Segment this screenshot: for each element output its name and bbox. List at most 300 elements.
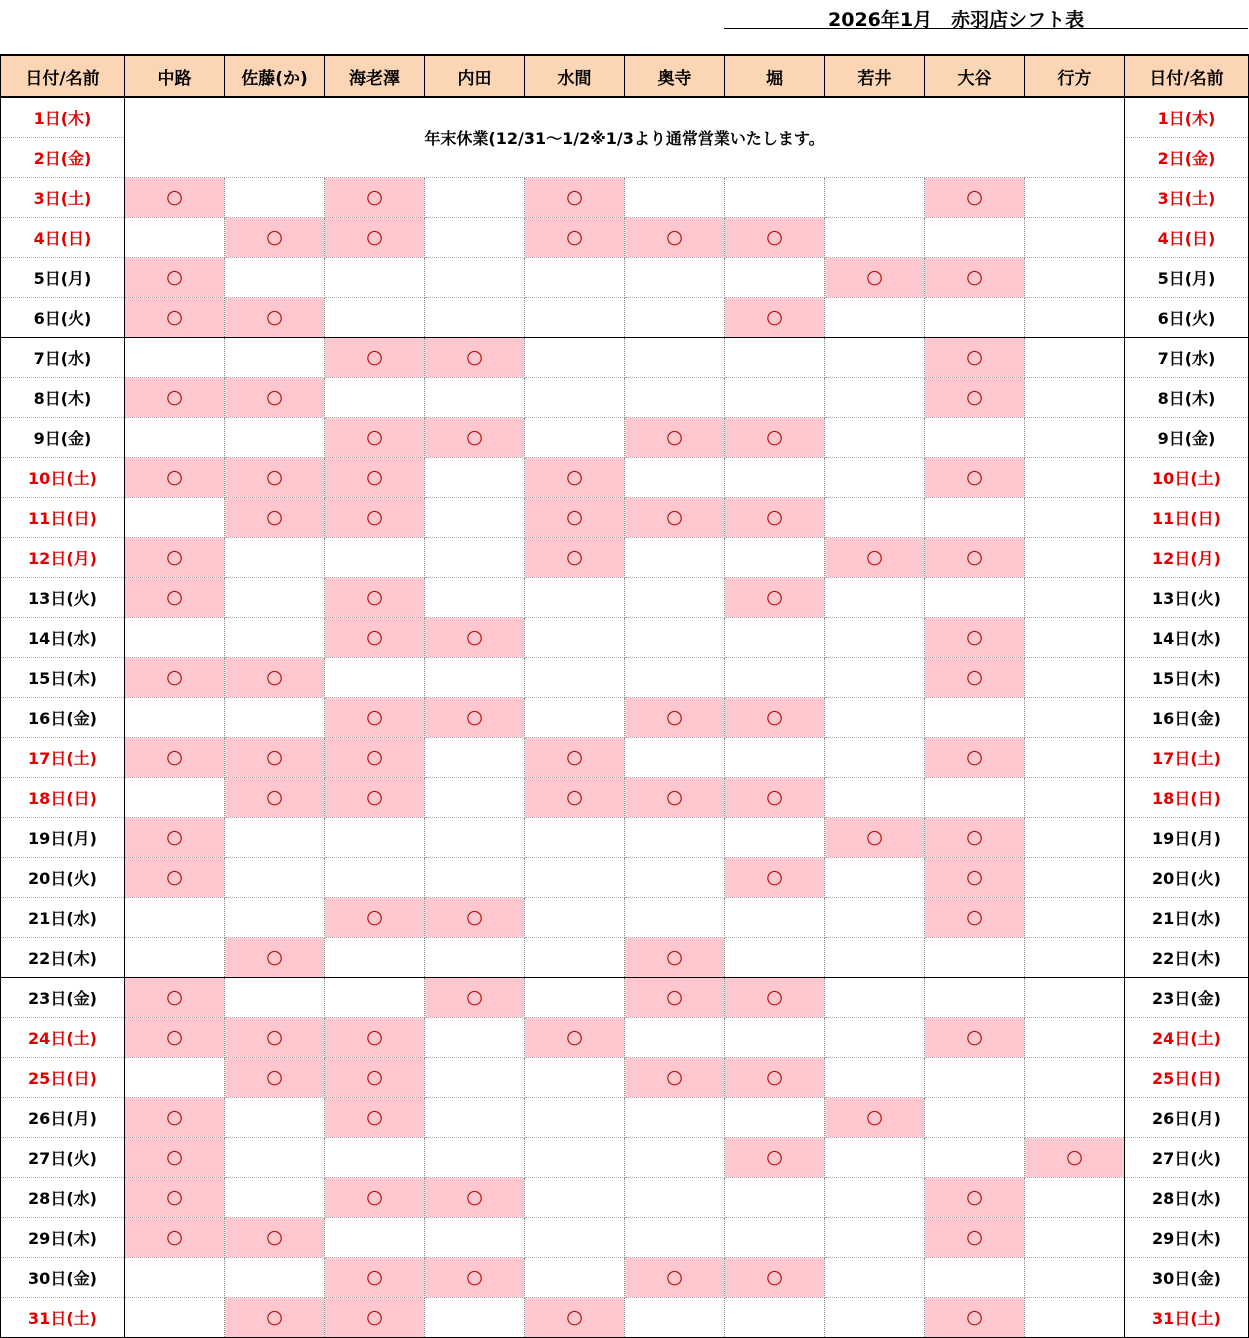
shift-cell xyxy=(825,1017,925,1057)
shift-cell xyxy=(1025,177,1125,217)
header-staff: 堀 xyxy=(725,55,825,97)
shift-cell xyxy=(325,217,425,257)
row-date-right: 11日(日) xyxy=(1125,497,1249,537)
shift-mark: ○ xyxy=(166,1226,183,1248)
shift-mark: ○ xyxy=(166,1106,183,1128)
table-row xyxy=(1,737,1249,777)
shift-cell xyxy=(625,1217,725,1257)
row-date-left: 1日(木) xyxy=(1,97,125,137)
shift-mark: ○ xyxy=(466,1266,483,1288)
shift-mark: ○ xyxy=(866,266,883,288)
shift-cell xyxy=(825,457,925,497)
shift-cell xyxy=(625,857,725,897)
shift-cell xyxy=(325,377,425,417)
shift-cell xyxy=(425,217,525,257)
header-date-right: 日付/名前 xyxy=(1125,55,1249,97)
shift-mark: ○ xyxy=(266,666,283,688)
row-date-left: 28日(水) xyxy=(1,1177,125,1217)
row-date-right: 7日(水) xyxy=(1125,337,1249,377)
shift-cell xyxy=(725,537,825,577)
shift-cell xyxy=(125,857,225,897)
row-date-right: 2日(金) xyxy=(1125,137,1249,177)
row-date-right: 3日(土) xyxy=(1125,177,1249,217)
shift-cell xyxy=(625,457,725,497)
shift-mark: ○ xyxy=(966,1186,983,1208)
shift-cell xyxy=(225,457,325,497)
shift-cell xyxy=(725,217,825,257)
header-staff: 中路 xyxy=(125,55,225,97)
shift-cell xyxy=(625,1257,725,1297)
shift-cell xyxy=(525,257,625,297)
shift-cell xyxy=(225,1137,325,1177)
table-row xyxy=(1,1137,1249,1177)
shift-cell xyxy=(125,777,225,817)
shift-cell xyxy=(125,537,225,577)
shift-cell xyxy=(625,937,725,977)
shift-cell xyxy=(625,1297,725,1337)
shift-cell xyxy=(625,497,725,537)
shift-cell xyxy=(825,617,925,657)
shift-cell xyxy=(325,1017,425,1057)
row-date-right: 22日(木) xyxy=(1125,937,1249,977)
shift-mark: ○ xyxy=(666,506,683,528)
shift-cell xyxy=(125,737,225,777)
shift-cell xyxy=(1025,1137,1125,1177)
shift-cell xyxy=(225,857,325,897)
shift-mark: ○ xyxy=(666,986,683,1008)
shift-mark: ○ xyxy=(266,506,283,528)
holiday-notice: 年末休業(12/31～1/2※1/3より通常営業いたします。 xyxy=(125,97,1125,177)
shift-cell xyxy=(525,177,625,217)
shift-cell xyxy=(725,937,825,977)
shift-cell xyxy=(325,817,425,857)
shift-mark: ○ xyxy=(766,786,783,808)
shift-cell xyxy=(825,1217,925,1257)
row-date-left: 8日(木) xyxy=(1,377,125,417)
shift-mark: ○ xyxy=(266,746,283,768)
shift-cell xyxy=(725,857,825,897)
row-date-left: 12日(月) xyxy=(1,537,125,577)
shift-cell xyxy=(525,617,625,657)
shift-cell xyxy=(725,177,825,217)
shift-mark: ○ xyxy=(366,506,383,528)
row-date-left: 15日(木) xyxy=(1,657,125,697)
shift-cell xyxy=(425,1257,525,1297)
shift-cell xyxy=(625,777,725,817)
shift-cell xyxy=(425,617,525,657)
row-date-right: 29日(木) xyxy=(1125,1217,1249,1257)
shift-mark: ○ xyxy=(966,1226,983,1248)
shift-cell xyxy=(125,977,225,1017)
shift-cell xyxy=(1025,977,1125,1017)
shift-cell xyxy=(925,1297,1025,1337)
shift-mark: ○ xyxy=(166,866,183,888)
shift-cell xyxy=(325,1057,425,1097)
shift-mark: ○ xyxy=(366,1306,383,1328)
shift-cell xyxy=(325,337,425,377)
shift-mark: ○ xyxy=(366,346,383,368)
row-date-right: 8日(木) xyxy=(1125,377,1249,417)
shift-cell xyxy=(825,697,925,737)
shift-cell xyxy=(225,1057,325,1097)
shift-cell xyxy=(425,697,525,737)
table-row xyxy=(1,577,1249,617)
table-row xyxy=(1,337,1249,377)
row-date-left: 22日(木) xyxy=(1,937,125,977)
shift-cell xyxy=(525,1137,625,1177)
shift-cell xyxy=(725,1057,825,1097)
shift-cell xyxy=(925,657,1025,697)
shift-cell xyxy=(825,817,925,857)
shift-mark: ○ xyxy=(766,306,783,328)
row-date-left: 10日(土) xyxy=(1,457,125,497)
shift-cell xyxy=(925,537,1025,577)
row-date-left: 29日(木) xyxy=(1,1217,125,1257)
shift-cell xyxy=(1025,657,1125,697)
shift-cell xyxy=(825,657,925,697)
shift-mark: ○ xyxy=(966,346,983,368)
shift-cell xyxy=(525,1097,625,1137)
row-date-right: 26日(月) xyxy=(1125,1097,1249,1137)
shift-mark: ○ xyxy=(566,546,583,568)
row-date-left: 13日(火) xyxy=(1,577,125,617)
row-date-right: 28日(水) xyxy=(1125,1177,1249,1217)
shift-cell xyxy=(625,1097,725,1137)
shift-cell xyxy=(325,697,425,737)
shift-mark: ○ xyxy=(266,1306,283,1328)
shift-cell xyxy=(625,177,725,217)
shift-cell xyxy=(425,577,525,617)
shift-cell xyxy=(1025,257,1125,297)
shift-cell xyxy=(225,1017,325,1057)
shift-cell xyxy=(1025,337,1125,377)
shift-cell xyxy=(625,697,725,737)
shift-cell xyxy=(125,497,225,537)
shift-cell xyxy=(525,857,625,897)
shift-cell xyxy=(425,377,525,417)
shift-cell xyxy=(725,1097,825,1137)
row-date-left: 23日(金) xyxy=(1,977,125,1017)
shift-cell xyxy=(1025,617,1125,657)
shift-cell xyxy=(325,1217,425,1257)
shift-cell xyxy=(125,1177,225,1217)
row-date-right: 10日(土) xyxy=(1125,457,1249,497)
shift-cell xyxy=(125,377,225,417)
shift-cell xyxy=(1025,857,1125,897)
shift-cell xyxy=(325,617,425,657)
shift-cell xyxy=(825,577,925,617)
shift-cell xyxy=(925,617,1025,657)
row-date-right: 12日(月) xyxy=(1125,537,1249,577)
shift-cell xyxy=(725,697,825,737)
shift-cell xyxy=(925,817,1025,857)
shift-mark: ○ xyxy=(966,266,983,288)
shift-cell xyxy=(225,897,325,937)
table-row xyxy=(1,617,1249,657)
table-row xyxy=(1,217,1249,257)
table-row xyxy=(1,1177,1249,1217)
shift-cell xyxy=(925,297,1025,337)
shift-cell xyxy=(225,657,325,697)
shift-cell xyxy=(725,457,825,497)
table-row xyxy=(1,697,1249,737)
shift-cell xyxy=(525,457,625,497)
row-date-right: 9日(金) xyxy=(1125,417,1249,457)
shift-cell xyxy=(425,257,525,297)
shift-mark: ○ xyxy=(966,906,983,928)
shift-mark: ○ xyxy=(566,186,583,208)
shift-cell xyxy=(525,897,625,937)
shift-cell xyxy=(925,337,1025,377)
shift-cell xyxy=(125,1137,225,1177)
shift-cell xyxy=(225,817,325,857)
row-date-right: 23日(金) xyxy=(1125,977,1249,1017)
shift-cell xyxy=(325,1097,425,1137)
shift-cell xyxy=(525,1297,625,1337)
table-row xyxy=(1,297,1249,337)
shift-mark: ○ xyxy=(766,226,783,248)
row-date-left: 14日(水) xyxy=(1,617,125,657)
shift-cell xyxy=(825,1297,925,1337)
shift-cell xyxy=(725,1257,825,1297)
shift-cell xyxy=(1025,1097,1125,1137)
shift-mark: ○ xyxy=(966,746,983,768)
row-date-right: 17日(土) xyxy=(1125,737,1249,777)
shift-mark: ○ xyxy=(666,226,683,248)
shift-table xyxy=(0,54,1249,1338)
shift-mark: ○ xyxy=(166,1026,183,1048)
shift-mark: ○ xyxy=(766,506,783,528)
shift-cell xyxy=(925,857,1025,897)
shift-cell xyxy=(1025,737,1125,777)
shift-cell xyxy=(1025,377,1125,417)
shift-mark: ○ xyxy=(966,1026,983,1048)
shift-cell xyxy=(125,657,225,697)
table-row xyxy=(1,257,1249,297)
row-date-left: 16日(金) xyxy=(1,697,125,737)
row-date-right: 5日(月) xyxy=(1125,257,1249,297)
table-row xyxy=(1,377,1249,417)
shift-cell xyxy=(325,897,425,937)
shift-cell xyxy=(625,257,725,297)
shift-cell xyxy=(825,737,925,777)
shift-cell xyxy=(225,257,325,297)
row-date-right: 31日(土) xyxy=(1125,1297,1249,1337)
shift-cell xyxy=(425,1217,525,1257)
shift-cell xyxy=(525,1057,625,1097)
shift-mark: ○ xyxy=(266,946,283,968)
shift-mark: ○ xyxy=(266,466,283,488)
shift-mark: ○ xyxy=(166,586,183,608)
shift-cell xyxy=(325,937,425,977)
shift-cell xyxy=(225,297,325,337)
shift-cell xyxy=(925,1137,1025,1177)
shift-mark: ○ xyxy=(266,1066,283,1088)
header-staff: 内田 xyxy=(425,55,525,97)
row-date-right: 19日(月) xyxy=(1125,817,1249,857)
shift-mark: ○ xyxy=(566,786,583,808)
shift-cell xyxy=(925,1097,1025,1137)
shift-mark: ○ xyxy=(466,1186,483,1208)
shift-mark: ○ xyxy=(166,386,183,408)
table-row xyxy=(1,457,1249,497)
shift-mark: ○ xyxy=(966,866,983,888)
shift-mark: ○ xyxy=(266,1226,283,1248)
table-row xyxy=(1,177,1249,217)
shift-cell xyxy=(325,497,425,537)
shift-cell xyxy=(525,497,625,537)
shift-cell xyxy=(1025,1057,1125,1097)
shift-mark: ○ xyxy=(566,1306,583,1328)
shift-cell xyxy=(725,897,825,937)
shift-mark: ○ xyxy=(966,386,983,408)
row-date-right: 14日(水) xyxy=(1125,617,1249,657)
shift-cell xyxy=(725,497,825,537)
shift-cell xyxy=(125,457,225,497)
shift-cell xyxy=(125,1297,225,1337)
table-row xyxy=(1,977,1249,1017)
shift-cell xyxy=(425,1057,525,1097)
shift-mark: ○ xyxy=(366,1266,383,1288)
shift-cell xyxy=(1025,297,1125,337)
shift-cell xyxy=(725,657,825,697)
shift-cell xyxy=(825,217,925,257)
row-date-left: 26日(月) xyxy=(1,1097,125,1137)
row-date-right: 20日(火) xyxy=(1125,857,1249,897)
row-date-right: 16日(金) xyxy=(1125,697,1249,737)
table-row xyxy=(1,1257,1249,1297)
row-date-right: 27日(火) xyxy=(1125,1137,1249,1177)
shift-cell xyxy=(225,737,325,777)
shift-mark: ○ xyxy=(866,546,883,568)
shift-mark: ○ xyxy=(366,426,383,448)
shift-cell xyxy=(625,1017,725,1057)
shift-cell xyxy=(1025,417,1125,457)
shift-mark: ○ xyxy=(466,906,483,928)
table-row xyxy=(1,777,1249,817)
shift-cell xyxy=(325,1177,425,1217)
shift-cell xyxy=(925,217,1025,257)
shift-cell xyxy=(725,1217,825,1257)
shift-cell xyxy=(525,217,625,257)
shift-cell xyxy=(1025,777,1125,817)
row-date-right: 18日(日) xyxy=(1125,777,1249,817)
shift-cell xyxy=(125,1257,225,1297)
shift-mark: ○ xyxy=(166,306,183,328)
shift-cell xyxy=(1025,897,1125,937)
row-date-right: 15日(木) xyxy=(1125,657,1249,697)
shift-mark: ○ xyxy=(766,586,783,608)
shift-cell xyxy=(425,417,525,457)
table-row xyxy=(1,1057,1249,1097)
shift-cell xyxy=(825,417,925,457)
shift-cell xyxy=(925,777,1025,817)
shift-cell xyxy=(525,537,625,577)
shift-cell xyxy=(525,937,625,977)
shift-mark: ○ xyxy=(366,746,383,768)
shift-cell xyxy=(225,1097,325,1137)
shift-cell xyxy=(925,1017,1025,1057)
shift-cell xyxy=(225,497,325,537)
shift-mark: ○ xyxy=(666,786,683,808)
shift-cell xyxy=(1025,537,1125,577)
shift-cell xyxy=(725,377,825,417)
shift-cell xyxy=(925,497,1025,537)
shift-cell xyxy=(625,977,725,1017)
shift-cell xyxy=(425,897,525,937)
row-date-right: 6日(火) xyxy=(1125,297,1249,337)
shift-cell xyxy=(625,1057,725,1097)
shift-cell xyxy=(625,897,725,937)
shift-cell xyxy=(125,257,225,297)
shift-cell xyxy=(125,417,225,457)
shift-cell xyxy=(1025,817,1125,857)
shift-cell xyxy=(125,1057,225,1097)
row-date-left: 2日(金) xyxy=(1,137,125,177)
row-date-right: 1日(木) xyxy=(1125,97,1249,137)
shift-mark: ○ xyxy=(466,626,483,648)
shift-mark: ○ xyxy=(266,1026,283,1048)
shift-cell xyxy=(325,1137,425,1177)
shift-mark: ○ xyxy=(366,1026,383,1048)
shift-cell xyxy=(125,1217,225,1257)
shift-cell xyxy=(825,937,925,977)
row-date-left: 3日(土) xyxy=(1,177,125,217)
shift-mark: ○ xyxy=(966,826,983,848)
shift-cell xyxy=(725,257,825,297)
shift-cell xyxy=(825,857,925,897)
shift-cell xyxy=(625,337,725,377)
shift-cell xyxy=(925,897,1025,937)
shift-cell xyxy=(325,1297,425,1337)
shift-cell xyxy=(525,777,625,817)
shift-cell xyxy=(925,577,1025,617)
shift-cell xyxy=(925,1257,1025,1297)
shift-cell xyxy=(525,297,625,337)
row-date-left: 6日(火) xyxy=(1,297,125,337)
shift-cell xyxy=(225,937,325,977)
shift-cell xyxy=(125,297,225,337)
shift-cell xyxy=(925,737,1025,777)
shift-cell xyxy=(325,177,425,217)
shift-cell xyxy=(925,457,1025,497)
shift-cell xyxy=(525,577,625,617)
shift-cell xyxy=(225,377,325,417)
shift-cell xyxy=(825,257,925,297)
shift-cell xyxy=(125,817,225,857)
shift-cell xyxy=(825,497,925,537)
shift-cell xyxy=(625,417,725,457)
shift-cell xyxy=(725,777,825,817)
shift-cell xyxy=(325,737,425,777)
row-date-right: 4日(日) xyxy=(1125,217,1249,257)
shift-cell xyxy=(425,1097,525,1137)
row-date-left: 31日(土) xyxy=(1,1297,125,1337)
shift-cell xyxy=(825,297,925,337)
shift-cell xyxy=(425,297,525,337)
shift-cell xyxy=(225,217,325,257)
title-underline xyxy=(724,28,1248,29)
shift-cell xyxy=(625,297,725,337)
table-row xyxy=(1,1217,1249,1257)
shift-mark: ○ xyxy=(266,226,283,248)
shift-mark: ○ xyxy=(166,826,183,848)
shift-cell xyxy=(525,977,625,1017)
shift-cell xyxy=(925,937,1025,977)
shift-cell xyxy=(625,377,725,417)
shift-cell xyxy=(425,777,525,817)
shift-mark: ○ xyxy=(366,186,383,208)
